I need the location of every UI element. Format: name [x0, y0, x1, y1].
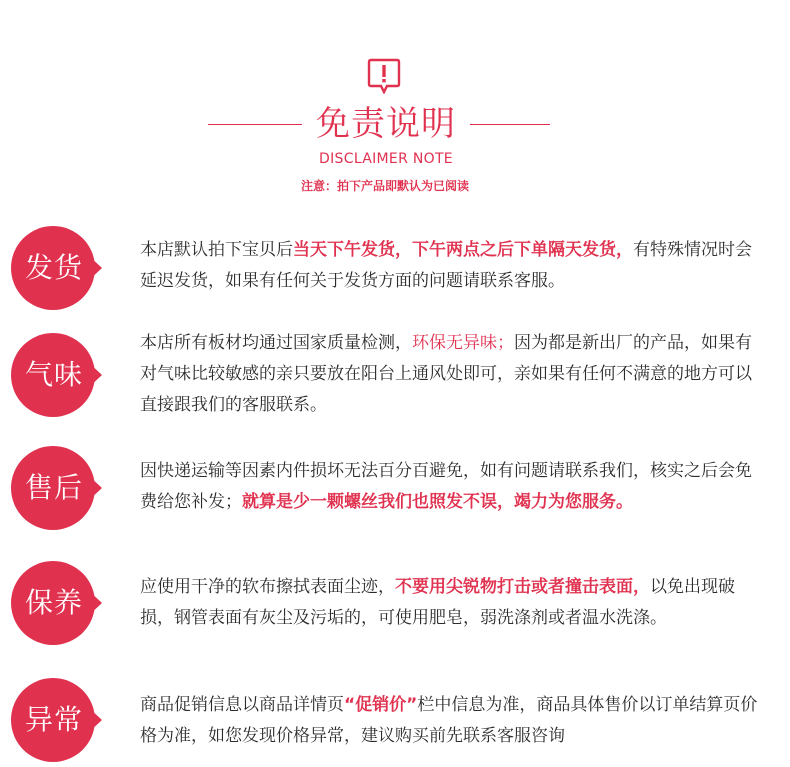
badge-label: 气味 [24, 358, 83, 391]
text-part: 商品促销信息以商品详情页 [140, 695, 344, 715]
text-part: 本店默认拍下宝贝后 [140, 240, 293, 260]
reading-note: 注意：拍下产品即默认为已阅读 [300, 179, 469, 193]
section-text [140, 235, 760, 297]
badge-label: 售后 [24, 471, 83, 504]
badge-label: 保养 [24, 586, 83, 619]
text-highlight: 不要用尖锐物打击或者撞击表面， [395, 577, 650, 597]
badge-odor [6, 328, 102, 422]
section-text [140, 456, 760, 518]
text-highlight: “促销价” [344, 695, 418, 715]
page-title: 免责说明 [316, 104, 456, 144]
badge-label: 发货 [24, 251, 83, 284]
text-part: 以免出现破损，钢管表面有灰尘及污垢的，可使用肥皂，弱洗涤剂或者温水洗涤。 [140, 577, 735, 628]
text-part: 本店所有板材均通过国家质量检测， [140, 333, 412, 353]
text-part: 有特殊情况时会延迟发货，如果有任何关于发货方面的问题请联系客服。 [140, 240, 752, 291]
section-text [140, 572, 760, 634]
text-part: 应使用干净的软布擦拭表面尘迹， [140, 577, 395, 597]
text-highlight: 就算是少一颗螺丝我们也照发不误，竭力为您服务。 [242, 492, 633, 512]
title-divider-right [470, 124, 550, 125]
header [0, 0, 790, 200]
title-divider-left [208, 124, 302, 125]
exclamation-icon [367, 58, 401, 94]
badge-maintenance [6, 556, 102, 650]
text-part: 因快递运输等因素内件损坏无法百分百避免，如有问题请联系我们，核实之后会免费给您补发； [140, 461, 752, 512]
badge-after-sales [6, 441, 102, 535]
section-text [140, 328, 760, 421]
badge-shipping [6, 221, 102, 315]
text-part: 因为都是新出厂的产品，如果有对气味比较敏感的亲只要放在阳台上通风处即可，亲如果有任何不满意的地方可以直接跟我们的客服联系。 [140, 333, 752, 415]
badge-price-anomaly [6, 673, 102, 767]
page-subtitle: DISCLAIMER NOTE [319, 151, 453, 167]
text-part: 栏中信息为准，商品具体售价以订单结算页价格为准，如您发现价格异常，建议购买前先联系客服咨询 [140, 695, 758, 746]
section-text [140, 690, 760, 752]
text-highlight: 当天下午发货，下午两点之后下单隔天发货， [293, 240, 633, 260]
badge-label: 异常 [24, 703, 83, 736]
text-highlight: 环保无异味； [412, 333, 514, 353]
